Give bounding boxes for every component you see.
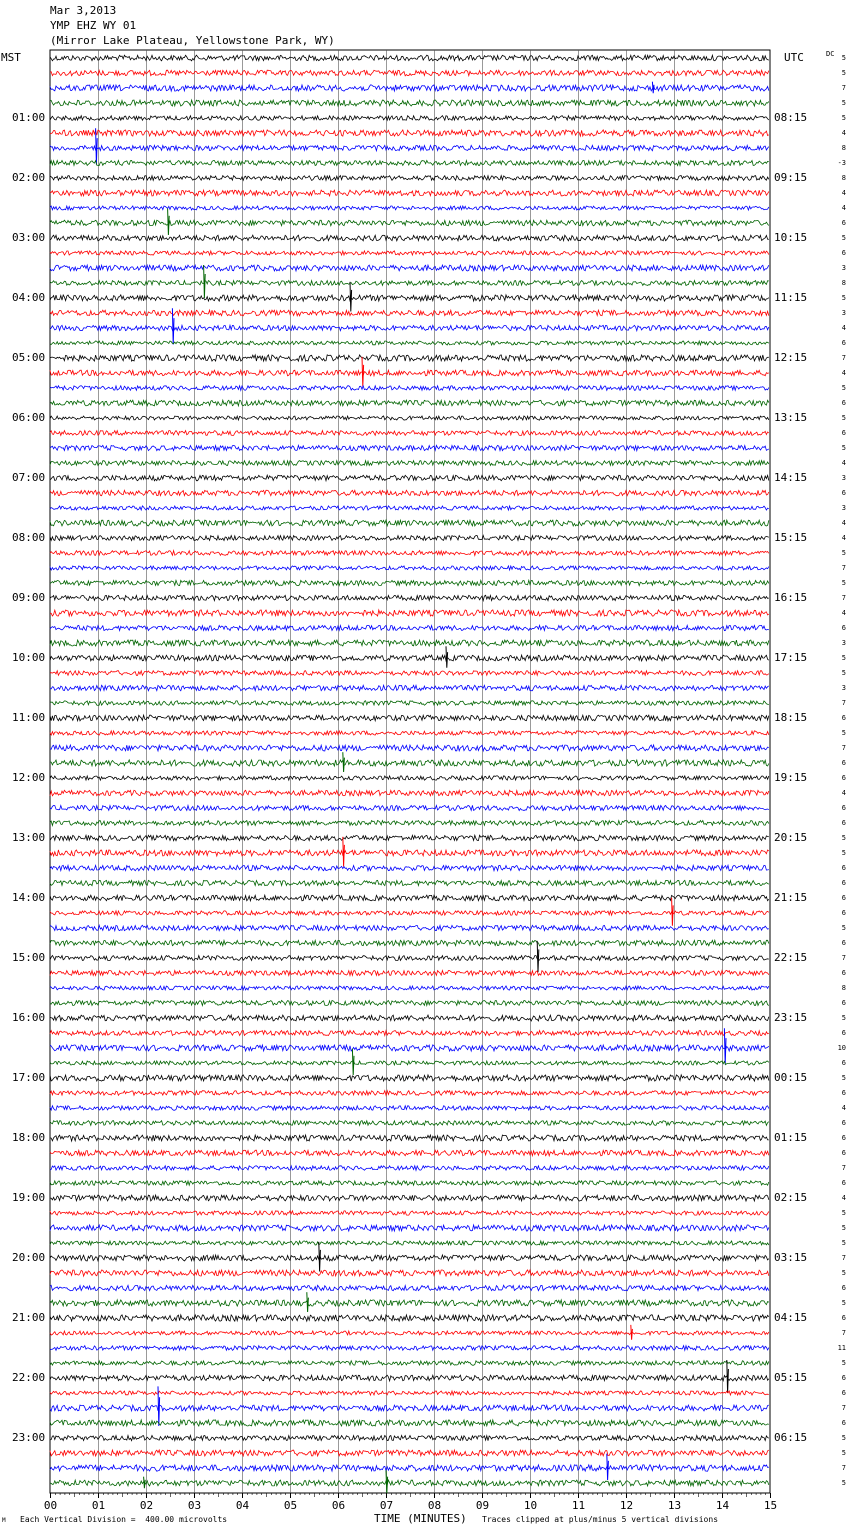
trace-row-12	[50, 235, 769, 241]
dc-value: 4	[841, 369, 846, 377]
dc-value: 5	[841, 1224, 846, 1232]
dc-value: 6	[841, 1284, 846, 1292]
event-spike	[172, 308, 174, 344]
seismic-traces	[50, 55, 769, 1493]
trace-row-81	[50, 1270, 769, 1276]
trace-row-13	[50, 251, 769, 255]
dc-value: 6	[841, 864, 846, 872]
dc-value: 6	[841, 819, 846, 827]
trace-row-56	[50, 895, 769, 901]
dc-value: 5	[841, 1269, 846, 1277]
dc-value: 4	[841, 789, 846, 797]
mst-hour-label: 01:00	[12, 111, 46, 124]
dc-value: 7	[841, 354, 846, 362]
trace-row-60	[50, 956, 769, 961]
dc-value: 6	[841, 1419, 846, 1427]
trace-row-31	[50, 520, 769, 526]
x-tick-label: 00	[43, 1499, 58, 1512]
trace-row-73	[50, 1150, 769, 1156]
event-spike	[672, 898, 674, 926]
dc-column-header: DC	[826, 50, 835, 58]
dc-value: 6	[841, 399, 846, 407]
trace-row-43	[50, 701, 769, 706]
dc-value: 5	[841, 99, 846, 107]
dc-value: 6	[841, 1374, 846, 1382]
dc-value: 6	[841, 759, 846, 767]
trace-row-88	[50, 1375, 769, 1381]
trace-row-76	[50, 1195, 769, 1201]
utc-hour-label: 13:15	[774, 411, 808, 424]
dc-value: 4	[841, 609, 846, 617]
dc-value: 6	[841, 774, 846, 782]
trace-row-36	[50, 595, 769, 600]
trace-row-68	[50, 1075, 769, 1081]
event-spike	[319, 1242, 321, 1272]
dc-value: 5	[841, 549, 846, 557]
trace-row-78	[50, 1225, 769, 1231]
trace-row-0	[50, 55, 769, 61]
trace-row-70	[50, 1106, 769, 1110]
mst-hour-label: 05:00	[12, 351, 46, 364]
dc-value: 6	[841, 879, 846, 887]
dc-value: 5	[841, 1449, 846, 1457]
dc-value: 6	[841, 429, 846, 437]
event-spike	[168, 209, 170, 235]
mst-hour-label: 10:00	[12, 651, 46, 664]
dc-value: 3	[841, 504, 846, 512]
x-tick-label: 10	[523, 1499, 538, 1512]
trace-row-29	[50, 490, 769, 495]
dc-value: 8	[841, 174, 846, 182]
dc-value: 5	[841, 384, 846, 392]
trace-row-5	[50, 130, 769, 136]
dc-value: 4	[841, 189, 846, 197]
utc-hour-label: 10:15	[774, 231, 808, 244]
dc-value: 6	[841, 1179, 846, 1187]
dc-value: 6	[841, 894, 846, 902]
x-axis-title: TIME (MINUTES)	[374, 1512, 467, 1525]
dc-value: 4	[841, 129, 846, 137]
x-tick-label: 02	[139, 1499, 154, 1512]
trace-row-30	[50, 506, 769, 510]
mst-hour-label: 13:00	[12, 831, 46, 844]
dc-value: 7	[841, 1164, 846, 1172]
trace-row-64	[50, 1015, 769, 1021]
trace-row-24	[50, 416, 769, 420]
mst-hour-label: 15:00	[12, 951, 46, 964]
dc-value: 8	[841, 984, 846, 992]
trace-row-52	[50, 835, 769, 840]
trace-row-10	[50, 206, 769, 210]
x-tick-label: 15	[763, 1499, 778, 1512]
trace-row-47	[50, 760, 769, 766]
left-timezone-label: MST	[1, 51, 21, 64]
trace-row-42	[50, 685, 769, 690]
trace-row-20	[50, 355, 769, 361]
trace-row-50	[50, 805, 769, 810]
mst-hour-label: 06:00	[12, 411, 46, 424]
mst-hour-label: 16:00	[12, 1011, 46, 1024]
mst-hour-label: 03:00	[12, 231, 46, 244]
dc-value: 6	[841, 624, 846, 632]
x-tick-label: 11	[571, 1499, 586, 1512]
dc-value: 3	[841, 474, 846, 482]
trace-row-84	[50, 1315, 769, 1321]
dc-value: 3	[841, 264, 846, 272]
dc-value: 4	[841, 1104, 846, 1112]
mst-hour-label: 14:00	[12, 891, 46, 904]
dc-value: 3	[841, 639, 846, 647]
mst-hour-label: 23:00	[12, 1431, 46, 1444]
trace-row-26	[50, 445, 769, 450]
mst-hour-label: 22:00	[12, 1371, 46, 1384]
dc-value: 7	[841, 1464, 846, 1472]
plot-date: Mar 3,2013	[50, 4, 117, 17]
trace-row-37	[50, 610, 769, 616]
event-spike	[362, 357, 364, 387]
dc-value: 6	[841, 339, 846, 347]
dc-value: 5	[841, 294, 846, 302]
dc-value: 6	[841, 1029, 846, 1037]
trace-row-94	[50, 1465, 769, 1471]
dc-value: 5	[841, 1479, 846, 1487]
trace-row-92	[50, 1435, 769, 1440]
trace-row-67	[50, 1061, 769, 1065]
trace-row-21	[50, 370, 769, 376]
event-spike	[727, 1360, 729, 1393]
trace-row-8	[50, 176, 769, 181]
station-location: (Mirror Lake Plateau, Yellowstone Park, WY)	[50, 34, 335, 47]
trace-row-55	[50, 880, 769, 885]
dc-value: 5	[841, 849, 846, 857]
mst-hour-label: 20:00	[12, 1251, 46, 1264]
trace-row-7	[50, 161, 769, 166]
trace-row-57	[50, 911, 769, 915]
trace-row-35	[50, 580, 769, 585]
dc-value: 5	[841, 1074, 846, 1082]
trace-row-87	[50, 1361, 769, 1365]
trace-row-19	[50, 341, 769, 345]
event-spike	[352, 1049, 354, 1075]
x-tick-label: 07	[379, 1499, 394, 1512]
trace-row-15	[50, 281, 769, 286]
trace-row-44	[50, 715, 769, 721]
utc-hour-label: 17:15	[774, 651, 808, 664]
dc-value: 5	[841, 1299, 846, 1307]
dc-value: 6	[841, 1089, 846, 1097]
trace-row-90	[50, 1405, 769, 1411]
utc-hour-label: 05:15	[774, 1371, 808, 1384]
utc-hour-label: 14:15	[774, 471, 808, 484]
dc-value: 5	[841, 69, 846, 77]
utc-hour-label: 18:15	[774, 711, 808, 724]
dc-value: 6	[841, 1059, 846, 1067]
x-tick-label: 03	[187, 1499, 202, 1512]
dc-value: 7	[841, 699, 846, 707]
utc-hour-label: 09:15	[774, 171, 808, 184]
trace-row-39	[50, 640, 769, 646]
dc-value: 5	[841, 444, 846, 452]
utc-hour-label: 20:15	[774, 831, 808, 844]
x-tick-label: 09	[475, 1499, 490, 1512]
x-tick-label: 12	[619, 1499, 634, 1512]
trace-row-63	[50, 1001, 769, 1006]
event-spike	[631, 1325, 633, 1340]
trace-row-53	[50, 850, 769, 856]
dc-value: 6	[841, 909, 846, 917]
dc-value: 6	[841, 489, 846, 497]
utc-hour-label: 15:15	[774, 531, 808, 544]
dc-value: 5	[841, 114, 846, 122]
trace-row-14	[50, 265, 769, 271]
dc-value: 4	[841, 519, 846, 527]
trace-row-41	[50, 671, 769, 676]
event-spike	[343, 837, 345, 867]
utc-hour-label: 11:15	[774, 291, 808, 304]
event-spike	[144, 1477, 146, 1489]
trace-row-6	[50, 145, 769, 150]
dc-value: 5	[841, 54, 846, 62]
dc-value: 7	[841, 954, 846, 962]
dc-value: 6	[841, 249, 846, 257]
trace-row-82	[50, 1285, 769, 1290]
trace-row-38	[50, 625, 769, 630]
dc-value: 7	[841, 1329, 846, 1337]
dc-value: 6	[841, 1119, 846, 1127]
dc-value: 4	[841, 534, 846, 542]
trace-row-9	[50, 190, 769, 196]
trace-row-61	[50, 970, 769, 975]
dc-value: 6	[841, 804, 846, 812]
trace-row-46	[50, 745, 769, 751]
trace-row-40	[50, 655, 769, 661]
dc-value: 5	[841, 729, 846, 737]
dc-value: 7	[841, 594, 846, 602]
event-spike	[350, 282, 352, 312]
trace-row-27	[50, 461, 769, 466]
trace-row-34	[50, 566, 769, 570]
trace-row-23	[50, 400, 769, 406]
trace-row-3	[50, 100, 769, 106]
x-axis-ticks	[44, 1493, 777, 1512]
dc-value: 5	[841, 1209, 846, 1217]
dc-value: 5	[841, 1014, 846, 1022]
dc-value: 5	[841, 654, 846, 662]
trace-row-33	[50, 551, 769, 556]
dc-value: 6	[841, 1314, 846, 1322]
dc-value: 5	[841, 834, 846, 842]
dc-value: 3	[841, 684, 846, 692]
dc-value: 5	[841, 234, 846, 242]
trace-row-72	[50, 1135, 769, 1141]
dc-value: 5	[841, 1359, 846, 1367]
mst-hour-label: 07:00	[12, 471, 46, 484]
x-tick-label: 08	[427, 1499, 442, 1512]
dc-value: 5	[841, 924, 846, 932]
trace-row-51	[50, 821, 769, 826]
trace-row-2	[50, 85, 769, 91]
trace-row-54	[50, 865, 769, 870]
dc-value: 4	[841, 459, 846, 467]
trace-row-17	[50, 310, 769, 316]
x-tick-label: 13	[667, 1499, 682, 1512]
trace-row-16	[50, 295, 769, 301]
mst-hour-label: 09:00	[12, 591, 46, 604]
trace-row-28	[50, 475, 769, 481]
event-spike	[307, 1292, 309, 1312]
dc-value: 5	[841, 414, 846, 422]
dc-value: 6	[841, 939, 846, 947]
event-spike	[537, 941, 539, 972]
trace-row-48	[50, 776, 769, 780]
trace-row-80	[50, 1255, 769, 1261]
trace-row-75	[50, 1181, 769, 1185]
dc-value: 4	[841, 324, 846, 332]
trace-row-83	[50, 1300, 769, 1306]
mst-hour-label: 19:00	[12, 1191, 46, 1204]
trace-row-25	[50, 431, 769, 436]
trace-row-71	[50, 1121, 769, 1126]
mst-hour-label: 02:00	[12, 171, 46, 184]
station-code: YMP EHZ WY 01	[50, 19, 137, 32]
dc-value: 6	[841, 999, 846, 1007]
utc-hour-label: 04:15	[774, 1311, 808, 1324]
event-spike	[204, 265, 206, 298]
event-spike	[446, 646, 448, 667]
utc-hour-label: 03:15	[774, 1251, 808, 1264]
mst-hour-label: 21:00	[12, 1311, 46, 1324]
trace-row-22	[50, 386, 769, 391]
dc-value: 5	[841, 1239, 846, 1247]
mst-hour-label: 18:00	[12, 1131, 46, 1144]
dc-value: 10	[837, 1044, 846, 1052]
x-tick-label: 05	[283, 1499, 298, 1512]
trace-row-93	[50, 1450, 769, 1456]
trace-row-77	[50, 1211, 769, 1215]
trace-row-86	[50, 1346, 769, 1351]
dc-value: 7	[841, 1254, 846, 1262]
dc-value: 7	[841, 744, 846, 752]
utc-hour-label: 23:15	[774, 1011, 808, 1024]
utc-hour-label: 16:15	[774, 591, 808, 604]
trace-row-18	[50, 325, 769, 330]
dc-value: 6	[841, 1389, 846, 1397]
event-spike	[343, 752, 345, 772]
utc-hour-label: 02:15	[774, 1191, 808, 1204]
trace-row-66	[50, 1045, 769, 1051]
dc-value: 5	[841, 1434, 846, 1442]
dc-value: 5	[841, 669, 846, 677]
trace-row-11	[50, 220, 769, 226]
dc-value: 7	[841, 564, 846, 572]
mst-hour-label: 17:00	[12, 1071, 46, 1084]
dc-value: 11	[837, 1344, 846, 1352]
dc-value: 3	[841, 309, 846, 317]
trace-row-45	[50, 731, 769, 735]
dc-value: 8	[841, 279, 846, 287]
dc-value: 6	[841, 969, 846, 977]
trace-row-79	[50, 1241, 769, 1245]
dc-value: 6	[841, 219, 846, 227]
x-tick-label: 06	[331, 1499, 346, 1512]
utc-hour-label: 21:15	[774, 891, 808, 904]
utc-hour-label: 00:15	[774, 1071, 808, 1084]
x-tick-label: 01	[91, 1499, 106, 1512]
x-tick-label: 14	[715, 1499, 730, 1512]
trace-row-95	[50, 1480, 769, 1486]
utc-hour-label: 19:15	[774, 771, 808, 784]
dc-value: 4	[841, 1194, 846, 1202]
dc-value: 6	[841, 714, 846, 722]
clip-note: Traces clipped at plus/minus 5 vertical divisions	[482, 1515, 719, 1524]
utc-hour-label: 12:15	[774, 351, 808, 364]
dc-value: 7	[841, 1404, 846, 1412]
trace-row-1	[50, 70, 769, 76]
dc-value: 8	[841, 144, 846, 152]
mst-hour-label: 11:00	[12, 711, 46, 724]
event-spike	[607, 1454, 609, 1480]
dc-value: -3	[837, 159, 846, 167]
utc-hour-label: 08:15	[774, 111, 808, 124]
mst-hour-label: 08:00	[12, 531, 46, 544]
mst-hour-label: 04:00	[12, 291, 46, 304]
trace-row-59	[50, 940, 769, 946]
dc-value: 7	[841, 84, 846, 92]
dc-value: 4	[841, 204, 846, 212]
trace-row-91	[50, 1420, 769, 1426]
dc-value: 6	[841, 1149, 846, 1157]
trace-row-58	[50, 925, 769, 930]
event-spike	[652, 82, 654, 94]
mst-hour-label: 12:00	[12, 771, 46, 784]
utc-hour-label: 06:15	[774, 1431, 808, 1444]
utc-hour-label: 01:15	[774, 1131, 808, 1144]
vertical-scale-note: Each Vertical Division = 400.00 microvolts	[20, 1515, 228, 1524]
trace-row-32	[50, 536, 769, 541]
dc-value: 6	[841, 1134, 846, 1142]
trace-row-4	[50, 116, 769, 121]
trace-row-74	[50, 1166, 769, 1171]
trace-row-85	[50, 1331, 769, 1335]
right-timezone-label: UTC	[784, 51, 804, 64]
trace-row-69	[50, 1091, 769, 1096]
utc-hour-label: 22:15	[774, 951, 808, 964]
trace-row-65	[50, 1031, 769, 1036]
trace-row-49	[50, 790, 769, 795]
dc-value: 5	[841, 579, 846, 587]
x-tick-label: 04	[235, 1499, 250, 1512]
trace-row-62	[50, 986, 769, 990]
logo-mark: M	[2, 1517, 6, 1524]
